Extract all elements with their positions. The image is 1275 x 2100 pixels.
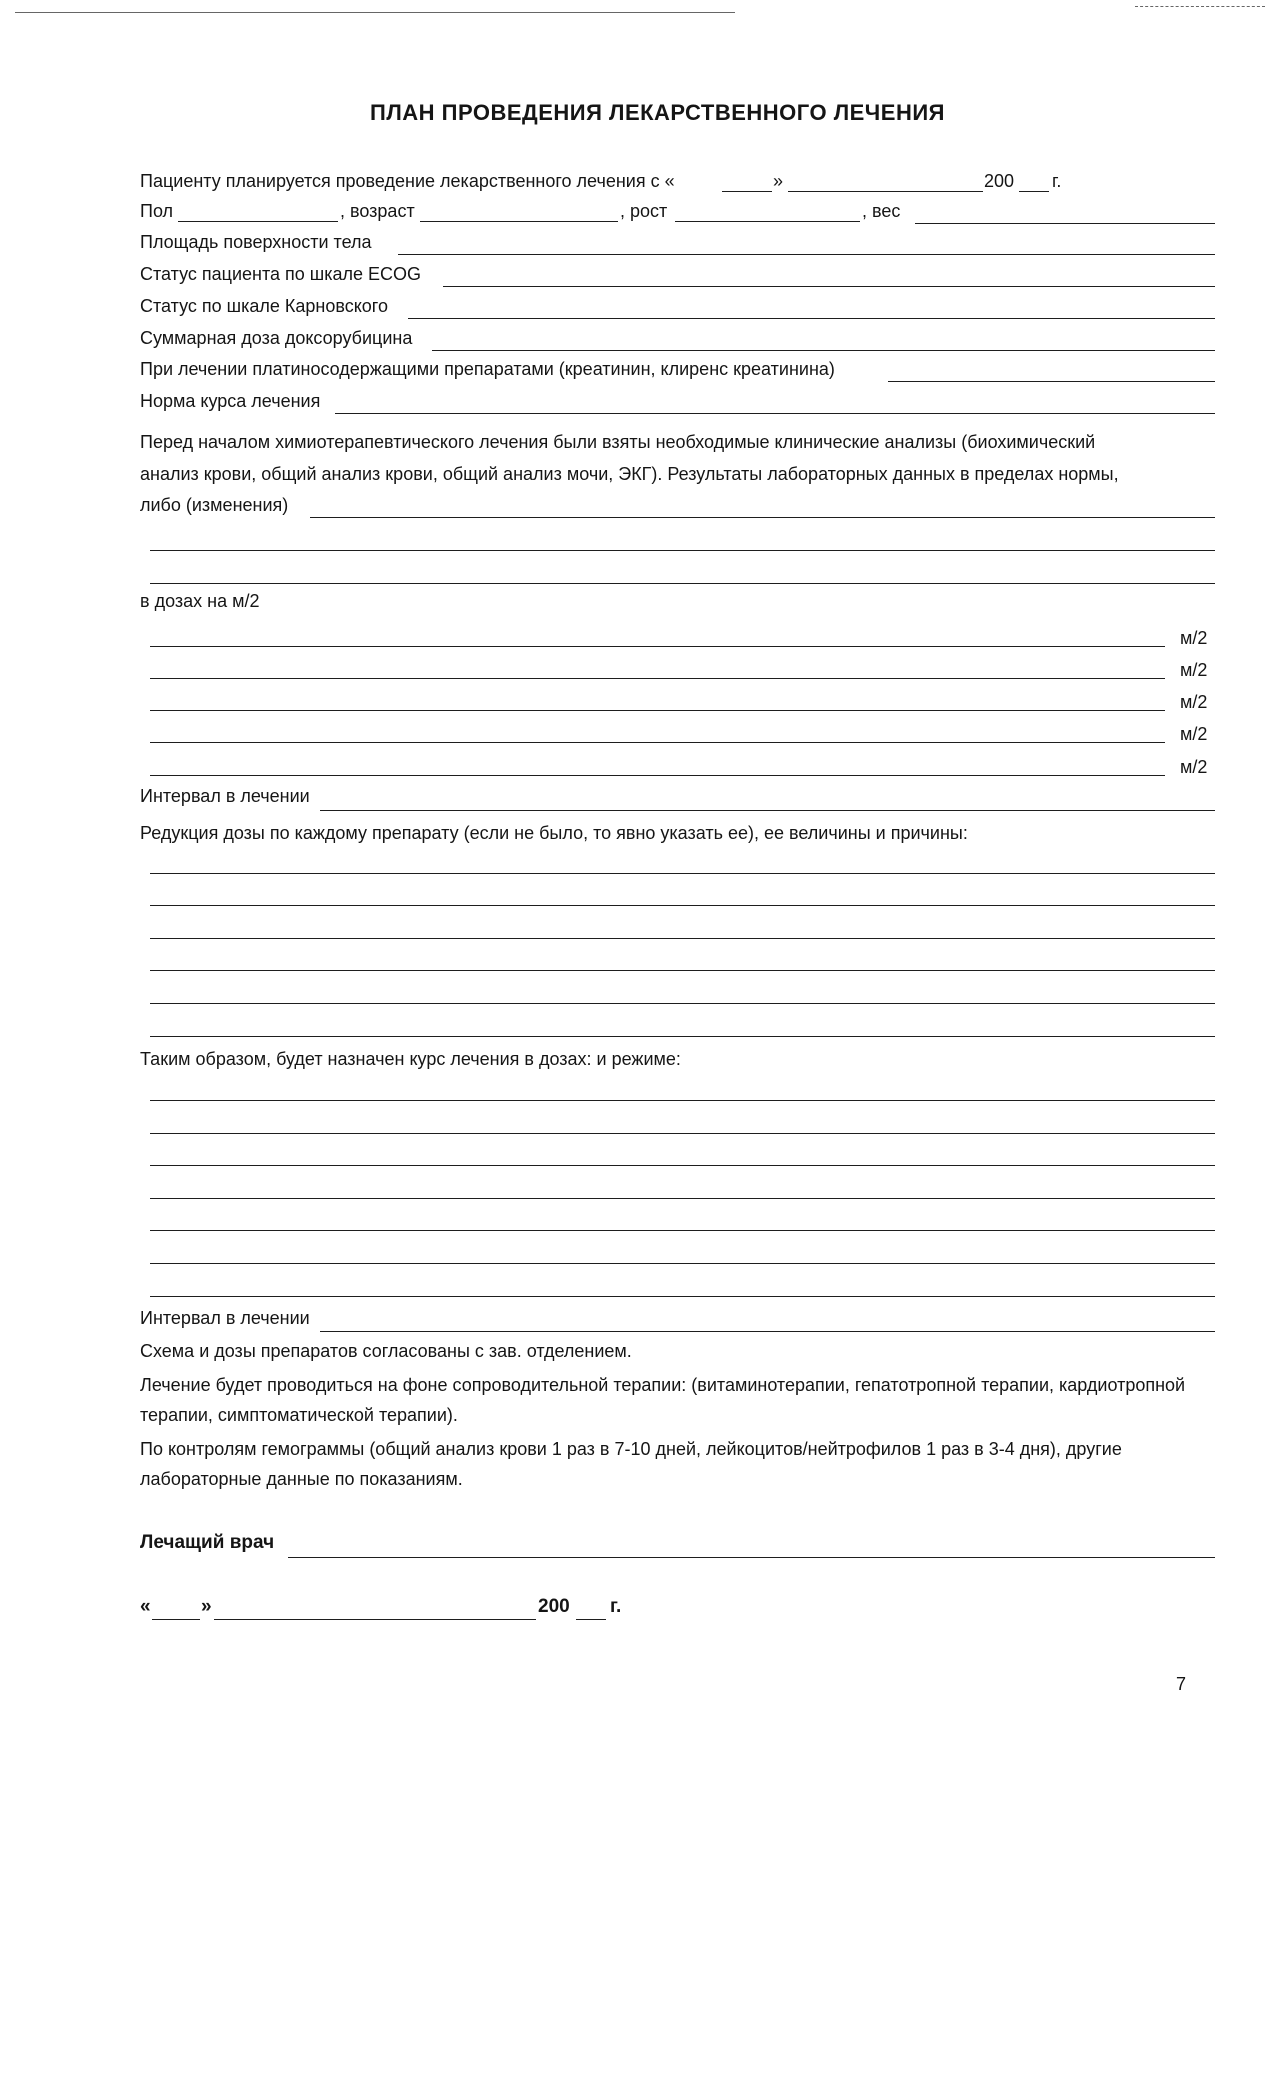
platinum-label: При лечении платиносодержащими препаратами (креатинин, клиренс креатинина) [140,359,835,379]
dose-unit: м/2 [1180,660,1208,680]
sign-day-field[interactable] [152,1619,200,1620]
course-norm-label: Норма курса лечения [140,391,321,411]
doctor-signature-field[interactable] [288,1557,1215,1558]
height-label: , рост [620,201,668,221]
hemogram-control-text-line1: По контролям гемограммы (общий анализ крови 1 раз в 7-10 дней, лейкоцитов/нейтрофилов 1 раз в 3-4 дня), другие [140,1439,1122,1459]
bsa-label: Площадь поверхности тела [140,232,372,252]
scan-edge-line [1135,6,1265,7]
sign-year-suffix: г. [610,1596,622,1617]
regimen-field-line[interactable] [150,1263,1215,1264]
agreed-text: Схема и дозы препаратов согласованы с зав. отделением. [140,1341,632,1361]
dose-field[interactable] [150,646,1165,647]
interval-label-2: Интервал в лечении [140,1308,310,1328]
sign-month-field[interactable] [214,1619,536,1620]
sign-year-prefix: 200 [538,1596,570,1617]
karnofsky-label: Статус по шкале Карновского [140,296,388,316]
course-regimen-label: Таким образом, будет назначен курс лечения в дозах: и режиме: [140,1049,681,1069]
dose-field[interactable] [150,678,1165,679]
start-day-field[interactable] [722,191,772,192]
dose-reduction-label: Редукция дозы по каждому препарату (если не было, то явно указать ее), ее величины и причины: [140,823,968,843]
doses-header: в дозах на м/2 [140,591,260,611]
start-year-field[interactable] [1019,191,1049,192]
year-suffix: г. [1052,171,1062,191]
age-label: , возраст [340,201,415,221]
changes-field-line[interactable] [150,583,1215,584]
support-therapy-text-line2: терапии, симптоматической терапии). [140,1405,458,1425]
start-month-field[interactable] [788,191,983,192]
weight-field[interactable] [915,223,1215,224]
page-number: 7 [1176,1674,1187,1694]
support-therapy-text-line1: Лечение будет проводиться на фоне сопроводительной терапии: (витаминотерапии, гепатотропной терапии, кардиотропной [140,1375,1186,1395]
interval-label-1: Интервал в лечении [140,786,310,806]
sex-field[interactable] [178,221,338,222]
sign-year-field[interactable] [576,1619,606,1620]
analyses-text-line2: анализ крови, общий анализ крови, общий анализ мочи, ЭКГ). Результаты лабораторных данных в пределах нормы, [140,464,1119,484]
dose-field[interactable] [150,710,1165,711]
regimen-field-line[interactable] [150,1100,1215,1101]
sign-date-open: « [140,1596,151,1617]
karnofsky-field[interactable] [408,318,1215,319]
regimen-field-line[interactable] [150,1198,1215,1199]
year-prefix: 200 [984,171,1015,191]
height-field[interactable] [675,221,860,222]
attending-doctor-label: Лечащий врач [140,1532,275,1553]
dose-unit: м/2 [1180,628,1208,648]
reduction-field-line[interactable] [150,873,1215,874]
reduction-field-line[interactable] [150,905,1215,906]
dose-unit: м/2 [1180,692,1208,712]
age-field[interactable] [420,221,618,222]
reduction-field-line[interactable] [150,970,1215,971]
treatment-start-label: Пациенту планируется проведение лекарственного лечения с « [140,171,675,191]
sex-label: Пол [140,201,174,221]
doxorubicin-label: Суммарная доза доксорубицина [140,328,413,348]
reduction-field-line[interactable] [150,1003,1215,1004]
ecog-field[interactable] [443,286,1215,287]
dose-field[interactable] [150,742,1165,743]
sign-date-close: » [201,1596,212,1617]
course-norm-field[interactable] [335,413,1215,414]
reduction-field-line[interactable] [150,938,1215,939]
scan-edge-line [15,12,735,13]
hemogram-control-text-line2: лабораторные данные по показаниям. [140,1469,463,1489]
analyses-text-line1: Перед началом химиотерапевтического лечения были взяты необходимые клинические анализы (биохимический [140,432,1096,452]
weight-label: , вес [862,201,901,221]
regimen-field-line[interactable] [150,1165,1215,1166]
bsa-field[interactable] [398,254,1215,255]
regimen-field-line[interactable] [150,1296,1215,1297]
changes-field[interactable] [310,517,1215,518]
changes-field-line[interactable] [150,550,1215,551]
ecog-label: Статус пациента по шкале ECOG [140,264,422,284]
quote-close: » [773,171,784,191]
dose-field[interactable] [150,775,1165,776]
reduction-field-line[interactable] [150,1036,1215,1037]
doxorubicin-field[interactable] [432,350,1215,351]
regimen-field-line[interactable] [150,1230,1215,1231]
dose-unit: м/2 [1180,724,1208,744]
analyses-text-line3: либо (изменения) [140,495,289,515]
platinum-field[interactable] [888,381,1215,382]
regimen-field-line[interactable] [150,1133,1215,1134]
document-title: ПЛАН ПРОВЕДЕНИЯ ЛЕКАРСТВЕННОГО ЛЕЧЕНИЯ [370,100,945,125]
dose-unit: м/2 [1180,757,1208,777]
interval-field-1[interactable] [320,810,1215,811]
interval-field-2[interactable] [320,1331,1215,1332]
